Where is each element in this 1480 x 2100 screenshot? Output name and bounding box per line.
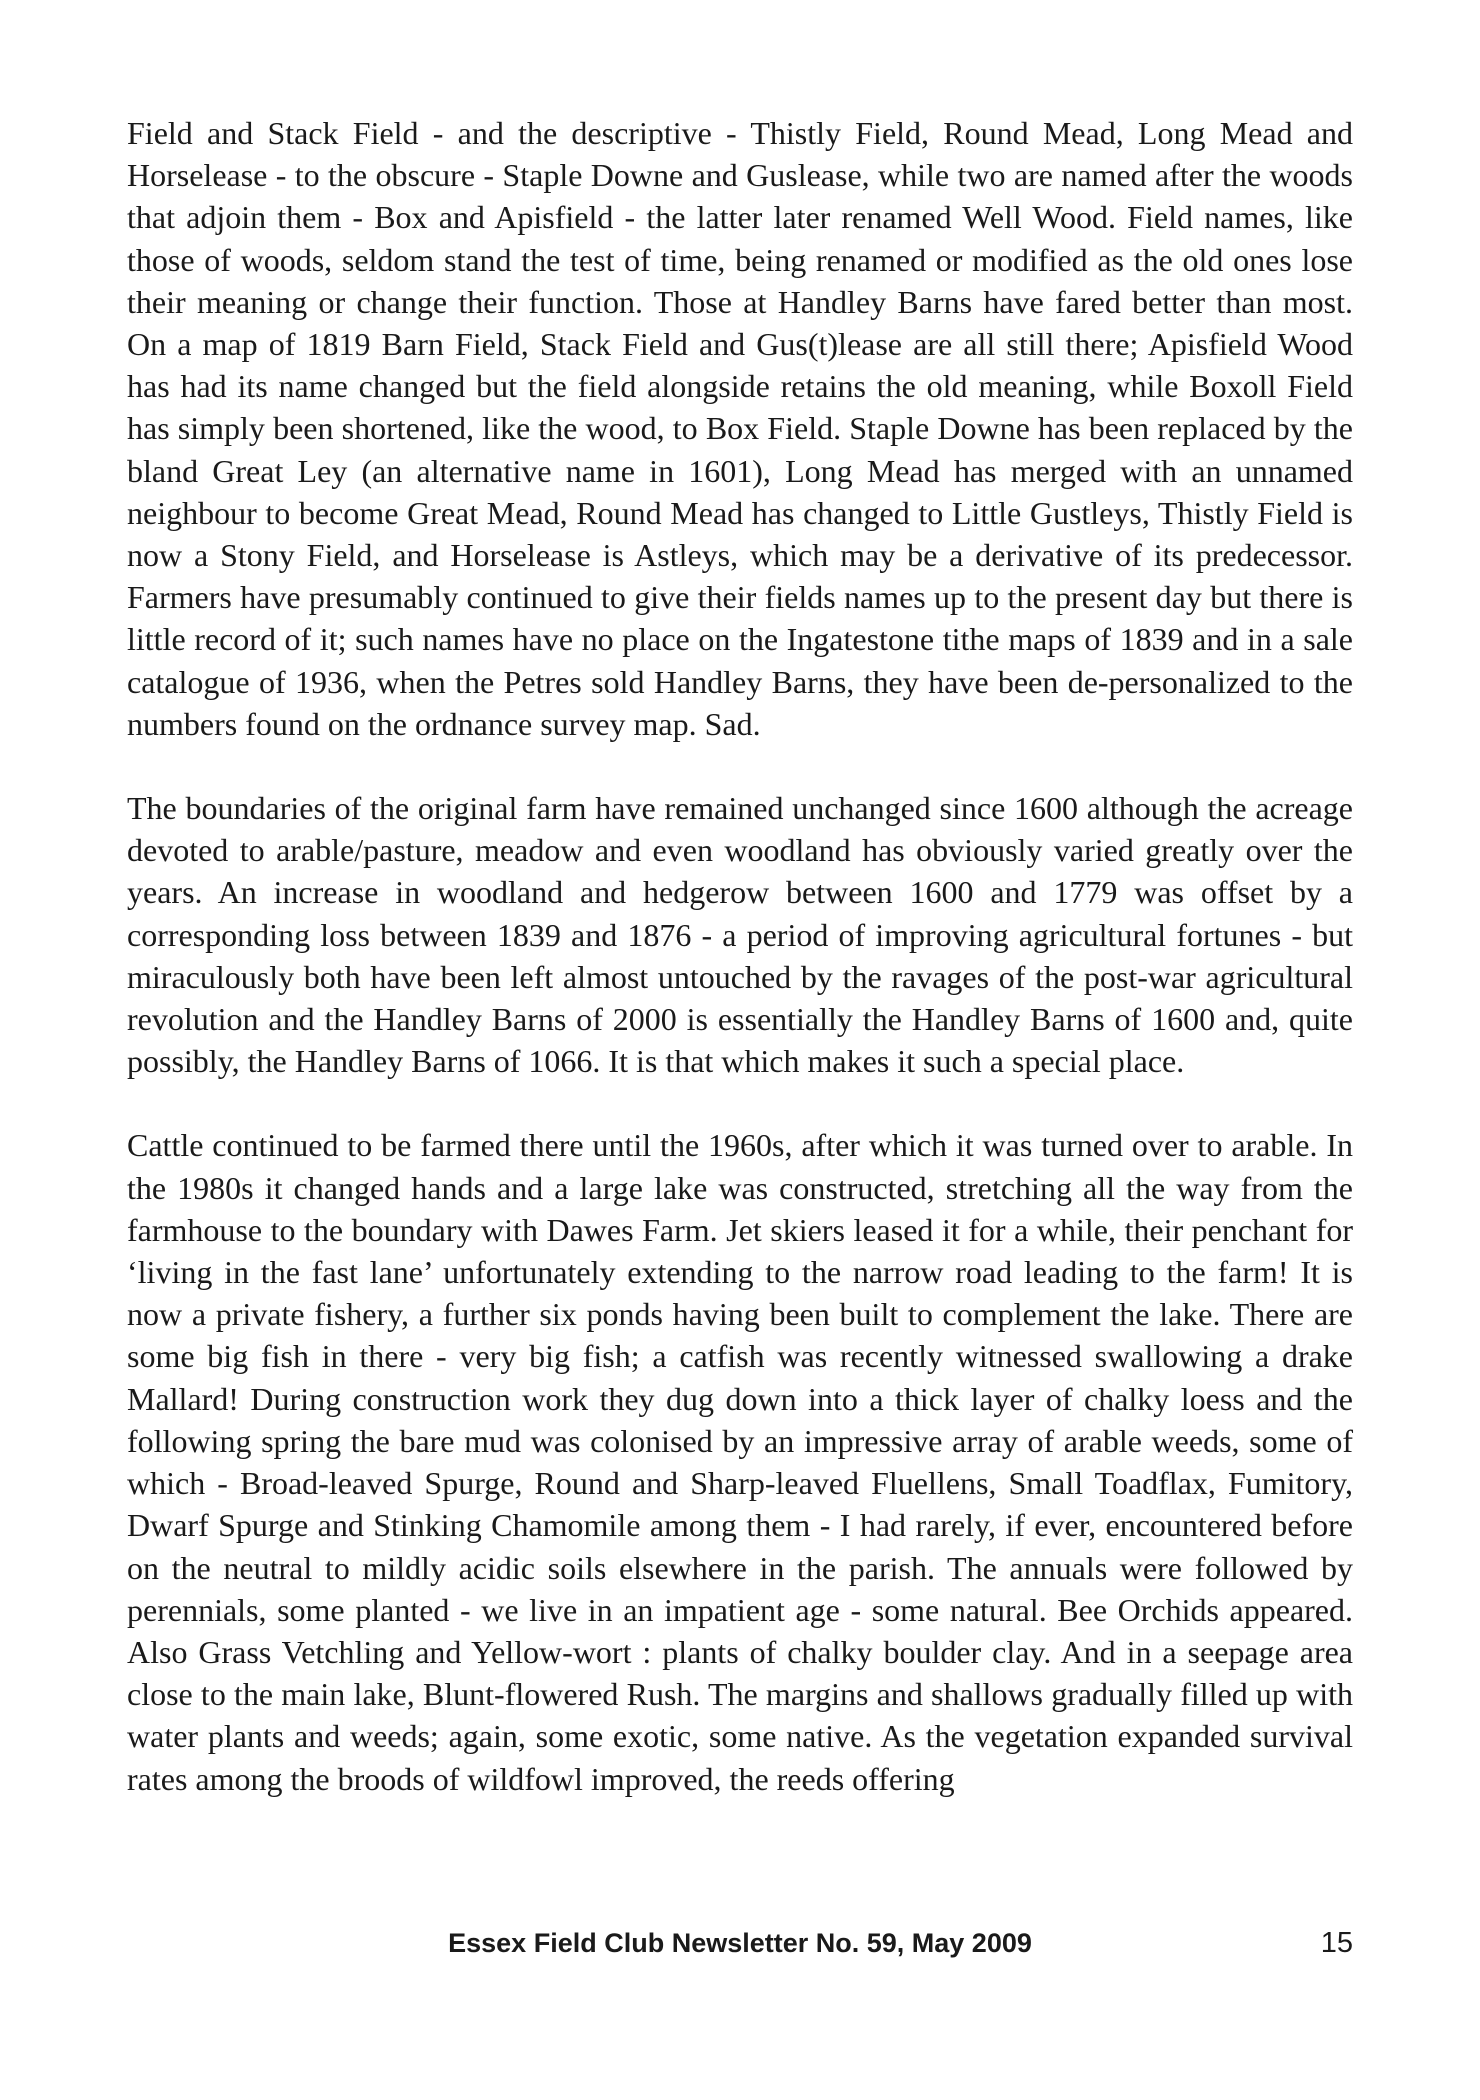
- paragraph-farm-boundaries: The boundaries of the original farm have remained unchanged since 1600 although the acreage devoted to arable/pasture, meadow and even woodland has obviously varied greatly over the years. An increase in woodland and hedgerow between 1600 and 1779 was offset by a corresponding loss between 1839 and 1876 - a period of improving agricultural fortunes - but miraculously both have been left almost untouched by the ravages of the post-war agricultural revolution and the Handley Barns of 2000 is essentially the Handley Barns of 1600 and, quite possibly, the Handley Barns of 1066. It is that which makes it such a special place.: [127, 790, 1353, 1080]
- page-footer: [127, 1923, 1353, 1963]
- page-number: 15: [1320, 1927, 1353, 1959]
- page-body: [127, 112, 1353, 1842]
- paragraph-cattle-and-lake: Cattle continued to be farmed there until the 1960s, after which it was turned over to arable. In the 1980s it changed hands and a large lake was constructed, stretching all the way from the farmhouse to the boundary with Dawes Farm. Jet skiers leased it for a while, their penchant for ‘living in the fast lane’ unfortunately extending to the narrow road leading to the farm! It is now a private fishery, a further six ponds having been built to complement the lake. There are some big fish in there - very big fish; a catfish was recently witnessed swallowing a drake Mallard! During construction work they dug down into a thick layer of chalky loess and the following spring the bare mud was colonised by an impressive array of arable weeds, some of which - Broad-leaved Spurge, Round and Sharp-leaved Fluellens, Small Toadflax, Fumitory, Dwarf Spurge and Stinking Chamomile among them - I had rarely, if ever, encountered before on the neutral to mildly acidic soils elsewhere in the parish. The annuals were followed by perennials, some planted - we live in an impatient age - some natural. Bee Orchids appeared. Also Grass Vetchling and Yellow-wort : plants of chalky boulder clay. And in a seepage area close to the main lake, Blunt-flowered Rush. The margins and shallows gradually filled up with water plants and weeds; again, some exotic, some native. As the vegetation expanded survival rates among the broods of wildfowl improved, the reeds offering: [127, 1127, 1353, 1797]
- newsletter-title: Essex Field Club Newsletter No. 59, May 2009: [448, 1928, 1032, 1958]
- paragraph-field-names: Field and Stack Field - and the descriptive - Thistly Field, Round Mead, Long Mead and Horselease - to the obscure - Staple Downe and Guslease, while two are named after the woods that adjoin them - Box and Apisfield - the latter later renamed Well Wood. Field names, like those of woods, seldom stand the test of time, being renamed or modified as the old ones lose their meaning or change their function. Those at Handley Barns have fared better than most. On a map of 1819 Barn Field, Stack Field and Gus(t)lease are all still there; Apisfield Wood has had its name changed but the field alongside retains the old meaning, while Boxoll Field has simply been shortened, like the wood, to Box Field. Staple Downe has been replaced by the bland Great Ley (an alternative name in 1601), Long Mead has merged with an unnamed neighbour to become Great Mead, Round Mead has changed to Little Gustleys, Thistly Field is now a Stony Field, and Horselease is Astleys, which may be a derivative of its predecessor. Farmers have presumably continued to give their fields names up to the present day but there is little record of it; such names have no place on the Ingatestone tithe maps of 1839 and in a sale catalogue of 1936, when the Petres sold Handley Barns, they have been de-personalized to the numbers found on the ordnance survey map. Sad.: [127, 115, 1353, 742]
